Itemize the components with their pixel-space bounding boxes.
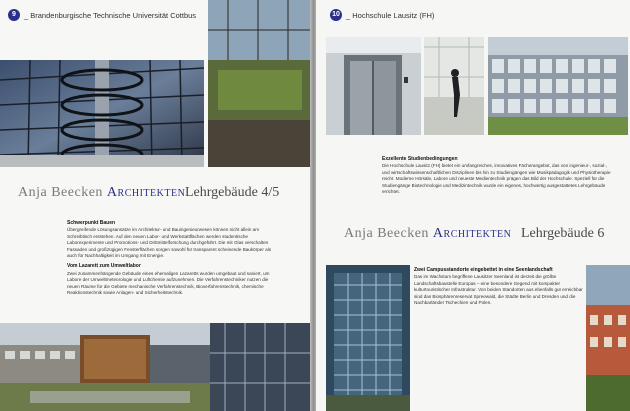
section-heading: Schwerpunkt Bauen	[67, 220, 116, 226]
section-paragraph: Die Hochschule Lausitz (FH) bietet ein umfangreiches, innovatives Fächerangebot, das von ingenieur-, sozial-, und wirtschaftswissenschaftlichen Disziplinen bis hin zu Studiengängen wie Musikpädagogik und Physiotherapie reicht. Moderne Hörsäle, Labore und neueste Medientechnik prägen das Bild der Hochschule. Speziell für die Studiengänge Biotechnologie und Medizintechnik wurde ein eigenes, hochwertig ausgestattetes Lehrgebäude errichtet.	[382, 163, 611, 195]
photo-glass-tower	[326, 265, 410, 411]
left-page	[0, 0, 312, 411]
left-building-title	[185, 185, 279, 201]
building-title: Lehrgebäude 4/5	[185, 185, 280, 200]
building-title: Lehrgebäude 6	[521, 226, 605, 241]
section-heading: Zwei Campusstandorte eingebettet in eine Seenlandschaft	[414, 267, 553, 273]
photo-facade	[488, 37, 628, 135]
right-page-header	[330, 9, 434, 21]
left-page-header	[8, 9, 196, 21]
section-paragraph: Zwei zusammenhängende Gebäude eines ehemaligen Lazaretts wurden umgebaut und saniert, um Labore der Umweltmeteorologie und Luftchemie aufzunehmen. Die Verfahrenstechniker nutzen die neuen Räume für die Gebiete mechanische Verfahrenstechnik, Bioverfahrenstechnik, chemische Reaktionstechnik sowie Anlagen- und Sicherheitstechnik.	[67, 270, 270, 296]
page-number: 44	[330, 400, 336, 405]
photo-corridor	[424, 37, 484, 135]
section-heading: Exzellente Studienbedingungen	[382, 156, 458, 162]
right-text-block-2	[414, 267, 584, 310]
left-header-text: _ Brandenburgische Technische Universität Cottbus	[24, 10, 197, 20]
right-header-text: _ Hochschule Lausitz (FH)	[346, 10, 435, 20]
right-building-title	[521, 226, 604, 242]
right-text-block-1	[382, 156, 614, 199]
section-heading: Vom Lazarett zum Umweltlabor	[67, 263, 141, 270]
photo-red-building	[586, 265, 630, 411]
page-badge-9: 9	[8, 9, 20, 21]
photo-elevator	[326, 37, 421, 135]
section-paragraph: Übergreifende Lösungsansätze im Architektur- und Bauingenieurwesen können nicht allein am Schreibtisch entstehen. Auf den neuen Labor- und Werkstattflächen werden studentische Laborexperimente und Promotions- und Drittmittelforschung durchgeführt. Die mit Glas verschalten Fassaden und großzügigen Fensterflächen sorgen sowohl für transparent scheinende Baukörper als auch für Nachhaltigkeit im Umgang mit Energie.	[67, 227, 272, 259]
photo-green-roof	[208, 0, 312, 167]
photo-building-exterior	[0, 323, 312, 411]
photo-spiral-staircase	[0, 60, 204, 167]
left-text-block	[67, 220, 282, 300]
left-title-row	[18, 185, 185, 201]
architect-name: Anja Beecken Architekten	[18, 185, 186, 200]
page-badge-10: 10	[330, 9, 342, 21]
section-paragraph: Das im Wachstum begriffene Lausitzer Seenland ist derzeit die größte Landschaftsbaustelle Europas – eine besondere Gegend mit kompakter kulturtouristischer Infrastruktur. Von beiden Standorten aus ebenfalls gut erreichbar sind das Biosphärenreservat Spreewald, die Städte Berlin und Dresden und die Nachbarländer Tschechien und Polen.	[414, 274, 583, 306]
right-title-row	[344, 226, 511, 242]
right-page	[316, 0, 630, 411]
architect-name: Anja Beecken Architekten	[344, 226, 512, 241]
